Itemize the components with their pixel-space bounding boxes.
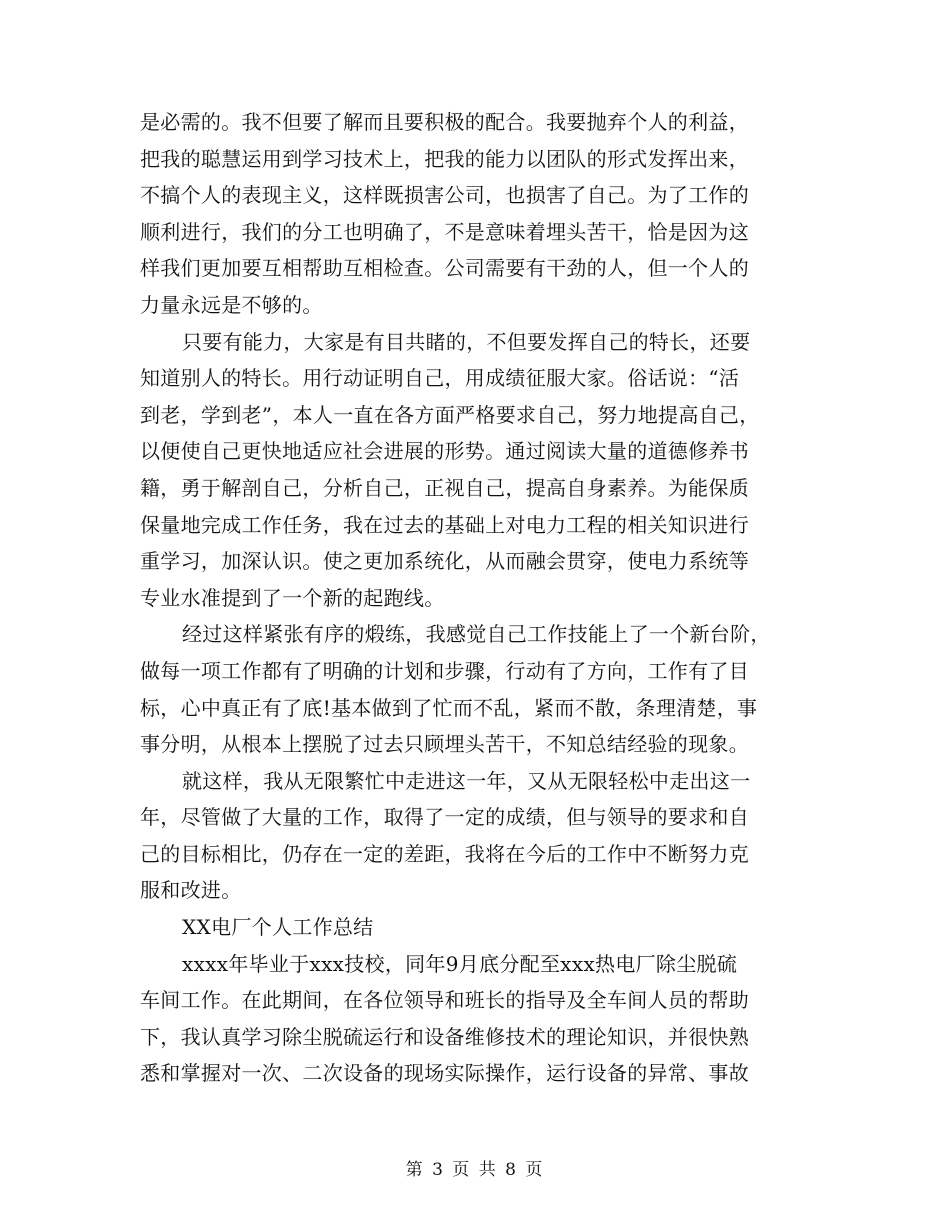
text-line: 力量永远是不够的。 bbox=[140, 292, 323, 317]
text-line: 知道别人的特长。用行动证明自己，用成绩征服大家。俗话说：“活 bbox=[140, 366, 740, 391]
text-line: 标，心中真正有了底!基本做到了忙而不乱，紧而不散，条理清楚，事 bbox=[140, 695, 758, 720]
text-line: 籍，勇于解剖自己，分析自己，正视自己，提高自身素养。为能保质 bbox=[140, 475, 749, 500]
text-line: 就这样，我从无限繁忙中走进这一年，又从无限轻松中走出这一 bbox=[182, 768, 751, 793]
text-line: 顺利进行，我们的分工也明确了，不是意味着埋头苦干，恰是因为这 bbox=[140, 219, 749, 244]
text-line: 事分明，从根本上摆脱了过去只顾埋头苦干，不知总结经验的现象。 bbox=[140, 732, 749, 757]
text-line: XX电厂个人工作总结 bbox=[182, 915, 374, 940]
document-body bbox=[140, 104, 820, 1092]
text-line: 做每一项工作都有了明确的计划和步骤，行动有了方向，工作有了目 bbox=[140, 658, 749, 683]
text-line: 悉和掌握对一次、二次设备的现场实际操作，运行设备的异常、事故 bbox=[140, 1061, 749, 1086]
text-line: 只要有能力，大家是有目共睹的，不但要发挥自己的特长，还要 bbox=[182, 329, 751, 354]
text-line: 己的目标相比，仍存在一定的差距，我将在今后的工作中不断努力克 bbox=[140, 841, 749, 866]
text-line: 以便使自己更快地适应社会进展的形势。通过阅读大量的道德修养书 bbox=[140, 439, 749, 464]
text-line: 不搞个人的表现主义，这样既损害公司，也损害了自己。为了工作的 bbox=[140, 183, 749, 208]
text-line: 经过这样紧张有序的煅练，我感觉自己工作技能上了一个新台阶， bbox=[182, 622, 771, 647]
text-line: 样我们更加要互相帮助互相检查。公司需要有干劲的人，但一个人的 bbox=[140, 256, 749, 281]
text-line: 到老，学到老”，本人一直在各方面严格要求自己，努力地提高自己， bbox=[140, 402, 760, 427]
text-line: xxxx年毕业于xxx技校，同年9月底分配至xxx热电厂除尘脱硫 bbox=[182, 951, 738, 976]
text-line: 下，我认真学习除尘脱硫运行和设备维修技术的理论知识，并很快熟 bbox=[140, 1024, 749, 1049]
text-line: 年，尽管做了大量的工作，取得了一定的成绩，但与领导的要求和自 bbox=[140, 805, 749, 830]
text-line: 车间工作。在此期间，在各位领导和班长的指导及全车间人员的帮助 bbox=[140, 988, 749, 1013]
page-footer: 第 3 页 共 8 页 bbox=[405, 1160, 545, 1180]
text-line: 专业水准提到了一个新的起跑线。 bbox=[140, 585, 445, 610]
text-line: 把我的聪慧运用到学习技术上，把我的能力以团队的形式发挥出来， bbox=[140, 146, 749, 171]
text-line: 是必需的。我不但要了解而且要积极的配合。我要抛弃个人的利益， bbox=[140, 110, 749, 134]
text-line: 保量地完成工作任务，我在过去的基础上对电力工程的相关知识进行 bbox=[140, 512, 749, 537]
text-line: 重学习，加深认识。使之更加系统化，从而融会贯穿，使电力系统等 bbox=[140, 549, 749, 574]
text-line: 服和改进。 bbox=[140, 878, 242, 903]
